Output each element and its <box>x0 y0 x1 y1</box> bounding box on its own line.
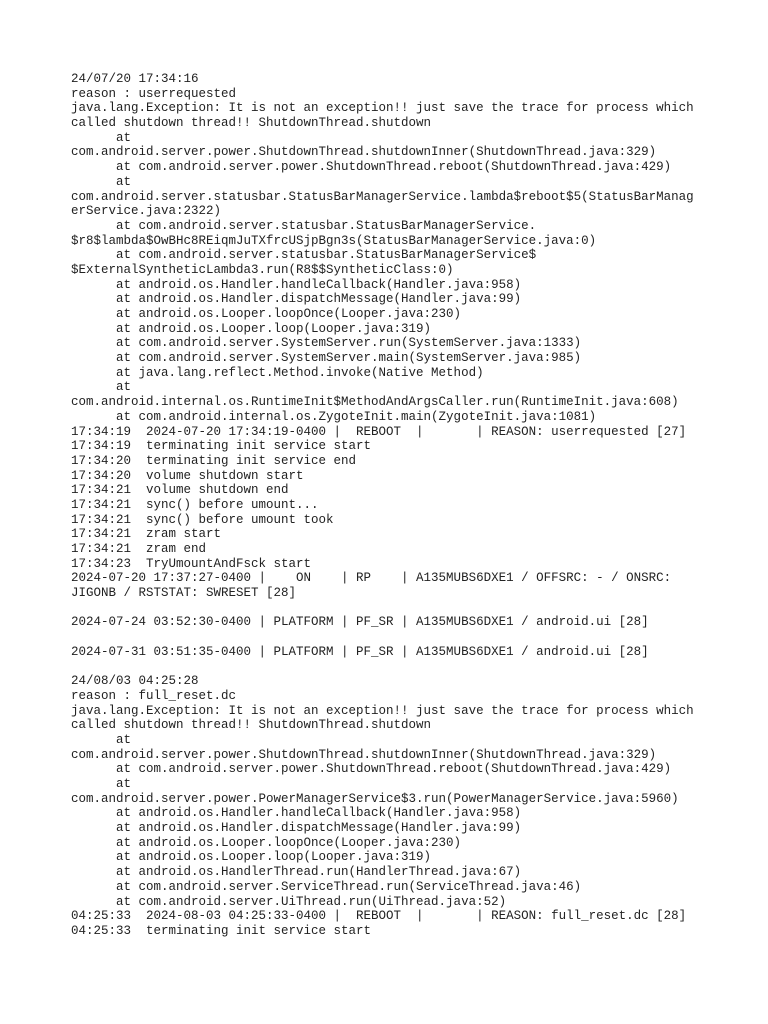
log-line: at <box>71 130 132 145</box>
log-line: at <box>71 777 132 791</box>
log-line: at com.android.internal.os.ZygoteInit.main(ZygoteInit.java:1081) <box>71 409 597 424</box>
log-line: $r8$lambda$OwBHc8REiqmJuTXfrcUSjpBgn3s(StatusBarManagerService.java:0) <box>71 233 597 248</box>
log-line: at com.android.server.ServiceThread.run(ServiceThread.java:46) <box>71 879 582 894</box>
log-line: at android.os.Handler.handleCallback(Handler.java:958) <box>71 806 522 821</box>
log-line: called shutdown thread!! ShutdownThread.shutdown <box>71 116 432 131</box>
log-line <box>71 630 711 645</box>
log-line: com.android.internal.os.RuntimeInit$MethodAndArgsCaller.run(RuntimeInit.java:608) <box>71 395 679 410</box>
log-line: erService.java:2322) <box>71 204 222 219</box>
log-line: at android.os.Looper.loopOnce(Looper.java:230) <box>71 835 462 850</box>
log-line: JIGONB / RSTSTAT: SWRESET [28] <box>71 586 297 601</box>
log-line: java.lang.Exception: It is not an exception!! just save the trace for process which <box>71 101 694 116</box>
log-line: $ExternalSyntheticLambda3.run(R8$$SyntheticClass:0) <box>71 262 454 277</box>
log-line: com.android.server.power.ShutdownThread.shutdownInner(ShutdownThread.java:329) <box>71 747 657 762</box>
log-line: reason : userrequested <box>71 86 237 101</box>
log-line: 17:34:20 volume shutdown start <box>71 468 304 483</box>
log-line: 04:25:33 terminating init service start <box>71 923 372 938</box>
log-line: at com.android.server.SystemServer.run(SystemServer.java:1333) <box>71 336 582 351</box>
log-line: at android.os.Looper.loop(Looper.java:319) <box>71 321 432 336</box>
log-line: at android.os.Looper.loop(Looper.java:319) <box>71 850 432 865</box>
log-line: reason : full_reset.dc <box>71 688 237 703</box>
log-line: java.lang.Exception: It is not an exception!! just save the trace for process which <box>71 703 694 718</box>
log-line: com.android.server.power.ShutdownThread.shutdownInner(ShutdownThread.java:329) <box>71 145 657 160</box>
log-line: 17:34:20 terminating init service end <box>71 453 357 468</box>
log-line: at com.android.server.statusbar.StatusBarManagerService. <box>71 218 537 233</box>
log-line: com.android.server.power.PowerManagerService$3.run(PowerManagerService.java:5960) <box>71 791 679 806</box>
log-line: at java.lang.reflect.Method.invoke(Native Method) <box>71 365 484 380</box>
log-line: at com.android.server.SystemServer.main(SystemServer.java:985) <box>71 351 582 366</box>
log-line: at android.os.Handler.dispatchMessage(Handler.java:99) <box>71 292 522 307</box>
log-line: at <box>71 732 132 747</box>
log-line: com.android.server.statusbar.StatusBarManagerService.lambda$reboot$5(StatusBarManag <box>71 189 694 204</box>
log-line: 17:34:21 sync() before umount took <box>71 512 334 527</box>
log-line: 2024-07-31 03:51:35-0400 | PLATFORM | PF_SR | A135MUBS6DXE1 / android.ui [28] <box>71 644 649 659</box>
log-line: 17:34:19 2024-07-20 17:34:19-0400 | REBOOT | | REASON: userrequested [27] <box>71 424 687 439</box>
log-line: 17:34:21 zram start <box>71 527 222 542</box>
log-line: 04:25:33 2024-08-03 04:25:33-0400 | REBOOT | | REASON: full_reset.dc [28] <box>71 909 687 924</box>
log-line: at com.android.server.power.ShutdownThread.reboot(ShutdownThread.java:429) <box>71 160 672 175</box>
log-line: 24/08/03 04:25:28 <box>71 674 199 689</box>
log-line: at <box>71 380 132 395</box>
log-line: called shutdown thread!! ShutdownThread.shutdown <box>71 718 432 733</box>
log-line: at com.android.server.statusbar.StatusBarManagerService$ <box>71 248 537 263</box>
log-line: 17:34:21 zram end <box>71 542 207 556</box>
log-line: at android.os.Looper.loopOnce(Looper.java:230) <box>71 307 462 321</box>
log-line: at <box>71 174 132 189</box>
log-line: 2024-07-20 17:37:27-0400 | ON | RP | A135MUBS6DXE1 / OFFSRC: - / ONSRC: <box>71 571 672 586</box>
log-line: 24/07/20 17:34:16 <box>71 72 199 86</box>
log-line: at android.os.HandlerThread.run(HandlerThread.java:67) <box>71 865 522 880</box>
log-line: 2024-07-24 03:52:30-0400 | PLATFORM | PF_SR | A135MUBS6DXE1 / android.ui [28] <box>71 615 649 630</box>
log-line: at com.android.server.UiThread.run(UiThread.java:52) <box>71 894 507 909</box>
log-line: at android.os.Handler.dispatchMessage(Handler.java:99) <box>71 821 522 836</box>
log-line: 17:34:21 sync() before umount... <box>71 497 319 512</box>
log-line: at com.android.server.power.ShutdownThread.reboot(ShutdownThread.java:429) <box>71 762 672 777</box>
log-line: 17:34:23 TryUmountAndFsck start <box>71 556 312 571</box>
log-line: 17:34:19 terminating init service start <box>71 439 372 454</box>
log-line: at android.os.Handler.handleCallback(Handler.java:958) <box>71 277 522 292</box>
log-line: 17:34:21 volume shutdown end <box>71 483 289 498</box>
log-line <box>71 660 711 675</box>
log-line <box>71 601 711 616</box>
log-text <box>71 72 711 939</box>
